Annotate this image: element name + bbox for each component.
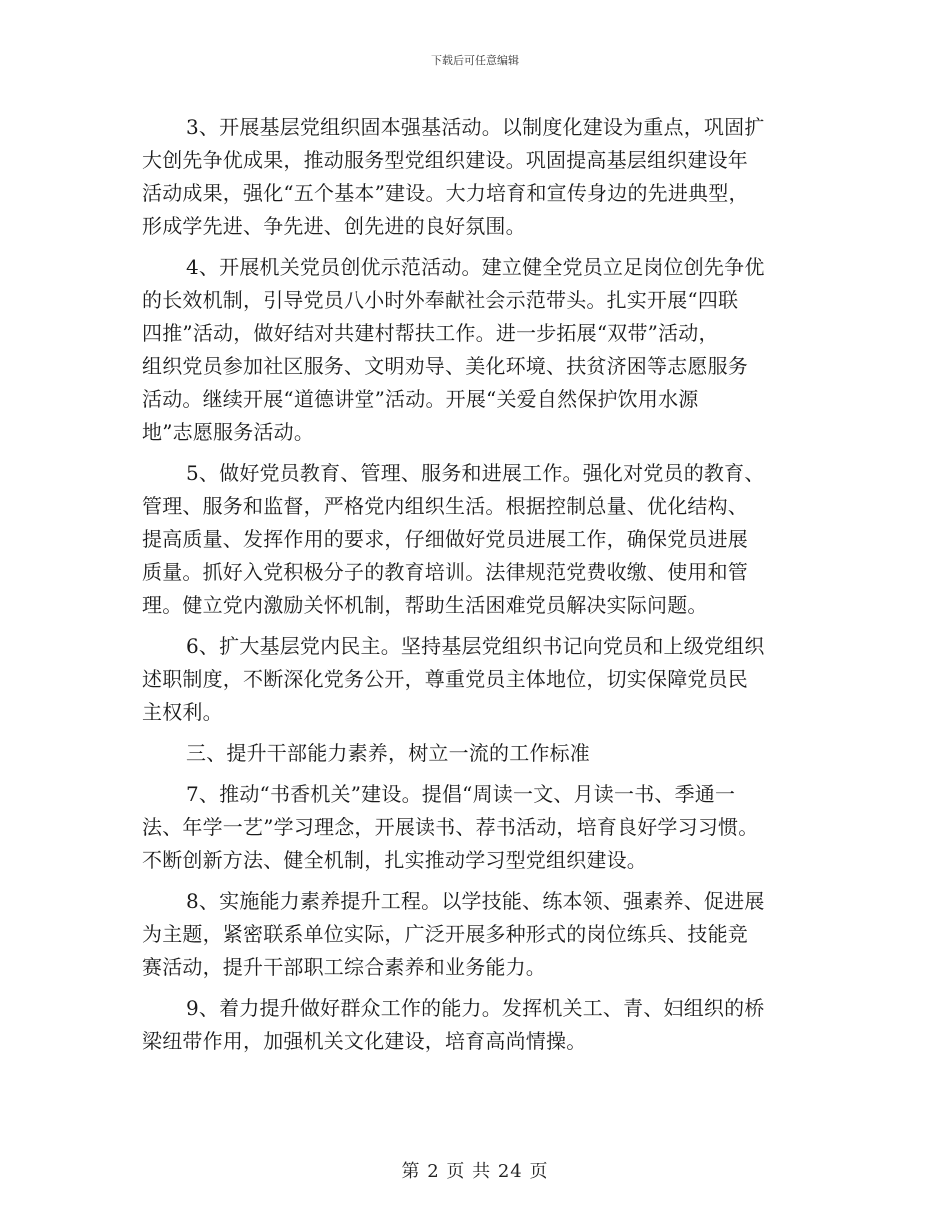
text-line: 的长效机制，引导党员八小时外奉献社会示范带头。扎实开展“四联 — [142, 288, 739, 312]
paragraph — [142, 630, 818, 729]
text-line: 9、着力提升做好群众工作的能力。发挥机关工、青、妇组织的桥 — [186, 996, 765, 1020]
text-line: 质量。抓好入党积极分子的教育培训。法律规范党费收缴、使用和管 — [142, 560, 748, 584]
paragraph — [142, 251, 818, 449]
section-heading — [142, 737, 818, 770]
page-number-footer: 第 2 页 共 24 页 — [401, 1161, 549, 1182]
text-line: 地”志愿服务活动。 — [142, 420, 315, 444]
paragraph — [142, 778, 818, 877]
text-line: 述职制度，不断深化党务公开，尊重党员主体地位，切实保障党员民 — [142, 667, 748, 691]
text-line: 提高质量、发挥作用的要求，仔细做好党员进展工作，确保党员进展 — [142, 527, 748, 551]
text-line: 为主题，紧密联系单位实际，广泛开展多种形式的岗位练兵、技能竞 — [142, 922, 748, 946]
text-line: 5、做好党员教育、管理、服务和进展工作。强化对党员的教育、 — [186, 461, 765, 485]
text-line: 法、年学一艺”学习理念，开展读书、荐书活动，培育良好学习习惯。 — [142, 815, 759, 839]
text-line: 活动。继续开展“道德讲堂”活动。开展“关爱自然保护饮用水源 — [142, 387, 699, 411]
paragraph — [142, 457, 818, 622]
paragraph — [142, 885, 818, 984]
text-line: 四推”活动，做好结对共建村帮扶工作。进一步拓展“双带”活动， — [142, 321, 719, 345]
text-line: 大创先争优成果，推动服务型党组织建设。巩固提高基层组织建设年 — [142, 148, 748, 172]
page-header-note: 下载后可任意编辑 — [431, 54, 519, 67]
text-line: 理。健立党内激励关怀机制，帮助生活困难党员解决实际问题。 — [142, 593, 708, 617]
text-line: 组织党员参加社区服务、文明劝导、美化环境、扶贫济困等志愿服务 — [142, 354, 748, 378]
text-line: 4、开展机关党员创优示范活动。建立健全党员立足岗位创先争优 — [186, 255, 765, 279]
text-line: 管理、服务和监督，严格党内组织生活。根据控制总量、优化结构、 — [142, 494, 748, 518]
paragraph — [142, 111, 818, 243]
text-line: 梁纽带作用，加强机关文化建设，培育高尚情操。 — [142, 1029, 587, 1053]
text-line: 形成学先进、争先进、创先进的良好氛围。 — [142, 214, 526, 238]
document-body — [142, 111, 818, 1058]
text-line: 赛活动，提升干部职工综合素养和业务能力。 — [142, 955, 546, 979]
text-line: 3、开展基层党组织固本强基活动。以制度化建设为重点，巩固扩 — [186, 115, 765, 139]
text-line: 6、扩大基层党内民主。坚持基层党组织书记向党员和上级党组织 — [186, 634, 765, 658]
text-line: 主权利。 — [142, 700, 223, 724]
paragraph — [142, 992, 818, 1058]
text-line: 不断创新方法、健全机制，扎实推动学习型党组织建设。 — [142, 848, 647, 872]
text-line: 8、实施能力素养提升工程。以学技能、练本领、强素养、促进展 — [186, 889, 765, 913]
text-line: 活动成果，强化“五个基本”建设。大力培育和宣传身边的先进典型， — [142, 181, 749, 205]
section-heading-text: 三、提升干部能力素养，树立一流的工作标准 — [186, 741, 590, 765]
text-line: 7、推动“书香机关”建设。提倡“周读一文、月读一书、季通一 — [186, 782, 736, 806]
